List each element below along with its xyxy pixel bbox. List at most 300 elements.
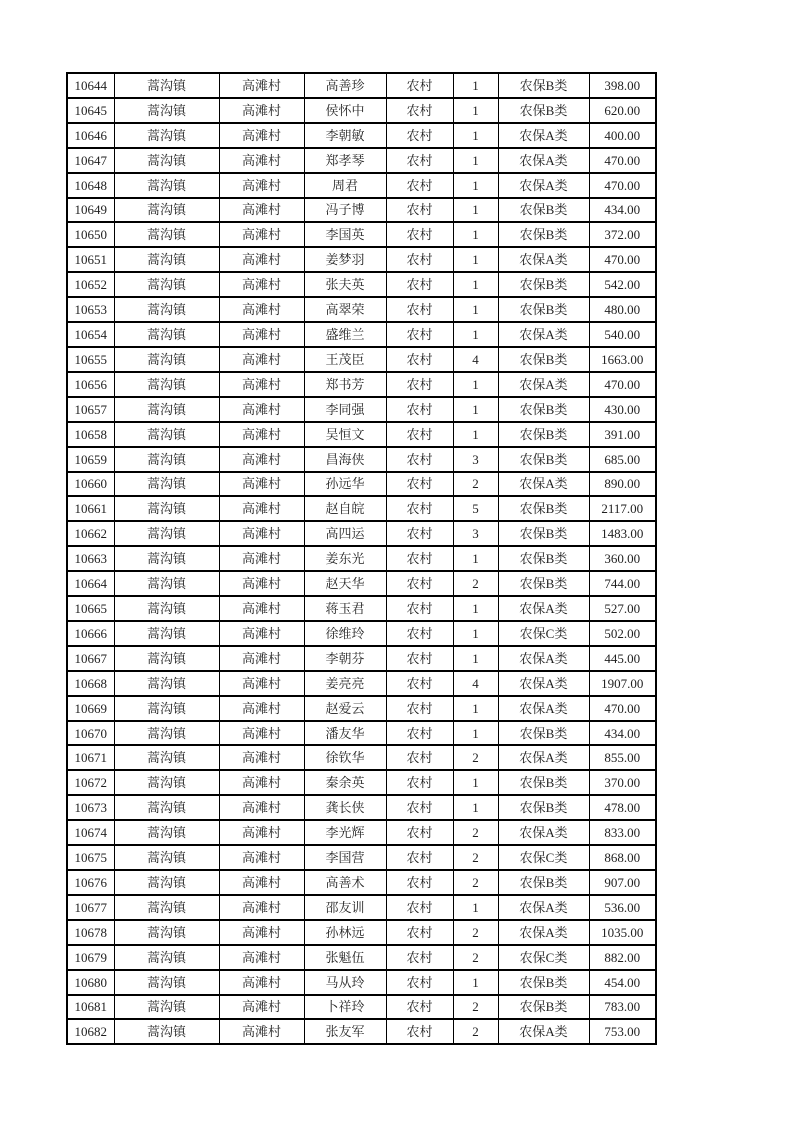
cell-serial-number: 10663	[67, 546, 114, 571]
cell-name: 张魁伍	[304, 945, 386, 970]
cell-town: 蒿沟镇	[114, 820, 219, 845]
cell-town: 蒿沟镇	[114, 347, 219, 372]
cell-serial-number: 10660	[67, 472, 114, 497]
cell-town: 蒿沟镇	[114, 745, 219, 770]
cell-village: 高滩村	[219, 272, 304, 297]
cell-town: 蒿沟镇	[114, 496, 219, 521]
cell-person-count: 2	[453, 995, 498, 1020]
cell-amount: 744.00	[589, 571, 656, 596]
cell-village: 高滩村	[219, 945, 304, 970]
table-row	[67, 920, 656, 945]
cell-person-count: 1	[453, 73, 498, 98]
cell-village: 高滩村	[219, 73, 304, 98]
cell-town: 蒿沟镇	[114, 845, 219, 870]
cell-person-count: 1	[453, 397, 498, 422]
cell-person-count: 2	[453, 870, 498, 895]
cell-residence-type: 农村	[386, 770, 453, 795]
cell-name: 李同强	[304, 397, 386, 422]
table-row	[67, 297, 656, 322]
cell-residence-type: 农村	[386, 73, 453, 98]
cell-village: 高滩村	[219, 372, 304, 397]
cell-town: 蒿沟镇	[114, 795, 219, 820]
cell-town: 蒿沟镇	[114, 372, 219, 397]
cell-village: 高滩村	[219, 920, 304, 945]
cell-name: 姜亮亮	[304, 671, 386, 696]
cell-amount: 360.00	[589, 546, 656, 571]
table-row	[67, 895, 656, 920]
cell-residence-type: 农村	[386, 546, 453, 571]
cell-serial-number: 10657	[67, 397, 114, 422]
cell-village: 高滩村	[219, 596, 304, 621]
cell-village: 高滩村	[219, 123, 304, 148]
cell-town: 蒿沟镇	[114, 173, 219, 198]
cell-insurance-category: 农保A类	[498, 646, 589, 671]
cell-insurance-category: 农保B类	[498, 795, 589, 820]
cell-residence-type: 农村	[386, 995, 453, 1020]
cell-serial-number: 10674	[67, 820, 114, 845]
cell-serial-number: 10673	[67, 795, 114, 820]
cell-insurance-category: 农保B类	[498, 347, 589, 372]
cell-name: 卜祥玲	[304, 995, 386, 1020]
cell-town: 蒿沟镇	[114, 721, 219, 746]
cell-serial-number: 10671	[67, 745, 114, 770]
cell-amount: 1483.00	[589, 521, 656, 546]
cell-amount: 542.00	[589, 272, 656, 297]
cell-town: 蒿沟镇	[114, 696, 219, 721]
cell-town: 蒿沟镇	[114, 397, 219, 422]
cell-amount: 478.00	[589, 795, 656, 820]
cell-village: 高滩村	[219, 820, 304, 845]
cell-person-count: 1	[453, 721, 498, 746]
cell-residence-type: 农村	[386, 945, 453, 970]
cell-amount: 783.00	[589, 995, 656, 1020]
cell-residence-type: 农村	[386, 621, 453, 646]
table-row	[67, 571, 656, 596]
cell-name: 徐钦华	[304, 745, 386, 770]
cell-amount: 685.00	[589, 447, 656, 472]
cell-amount: 434.00	[589, 198, 656, 223]
cell-person-count: 5	[453, 496, 498, 521]
table-row	[67, 970, 656, 995]
cell-insurance-category: 农保B类	[498, 98, 589, 123]
cell-residence-type: 农村	[386, 198, 453, 223]
cell-amount: 855.00	[589, 745, 656, 770]
cell-person-count: 1	[453, 198, 498, 223]
cell-insurance-category: 农保B类	[498, 995, 589, 1020]
cell-village: 高滩村	[219, 621, 304, 646]
cell-person-count: 1	[453, 322, 498, 347]
cell-serial-number: 10646	[67, 123, 114, 148]
cell-person-count: 2	[453, 920, 498, 945]
cell-name: 郑书芳	[304, 372, 386, 397]
cell-name: 李国英	[304, 222, 386, 247]
cell-serial-number: 10679	[67, 945, 114, 970]
cell-insurance-category: 农保B类	[498, 447, 589, 472]
cell-residence-type: 农村	[386, 496, 453, 521]
cell-residence-type: 农村	[386, 98, 453, 123]
cell-name: 李朝芬	[304, 646, 386, 671]
cell-insurance-category: 农保A类	[498, 696, 589, 721]
cell-town: 蒿沟镇	[114, 995, 219, 1020]
cell-village: 高滩村	[219, 222, 304, 247]
cell-person-count: 1	[453, 173, 498, 198]
cell-village: 高滩村	[219, 198, 304, 223]
cell-serial-number: 10668	[67, 671, 114, 696]
cell-person-count: 1	[453, 148, 498, 173]
cell-amount: 480.00	[589, 297, 656, 322]
cell-town: 蒿沟镇	[114, 895, 219, 920]
cell-town: 蒿沟镇	[114, 621, 219, 646]
table-row	[67, 646, 656, 671]
cell-village: 高滩村	[219, 521, 304, 546]
cell-village: 高滩村	[219, 472, 304, 497]
cell-insurance-category: 农保B类	[498, 770, 589, 795]
cell-person-count: 1	[453, 272, 498, 297]
cell-serial-number: 10677	[67, 895, 114, 920]
cell-village: 高滩村	[219, 247, 304, 272]
table-row	[67, 596, 656, 621]
cell-serial-number: 10667	[67, 646, 114, 671]
cell-residence-type: 农村	[386, 870, 453, 895]
cell-serial-number: 10658	[67, 422, 114, 447]
table-row	[67, 372, 656, 397]
cell-name: 张友军	[304, 1019, 386, 1044]
cell-serial-number: 10649	[67, 198, 114, 223]
cell-residence-type: 农村	[386, 920, 453, 945]
cell-town: 蒿沟镇	[114, 1019, 219, 1044]
cell-town: 蒿沟镇	[114, 546, 219, 571]
table-row	[67, 1019, 656, 1044]
cell-village: 高滩村	[219, 422, 304, 447]
table-row	[67, 347, 656, 372]
cell-residence-type: 农村	[386, 372, 453, 397]
cell-person-count: 1	[453, 222, 498, 247]
cell-village: 高滩村	[219, 770, 304, 795]
cell-amount: 454.00	[589, 970, 656, 995]
cell-amount: 434.00	[589, 721, 656, 746]
cell-person-count: 1	[453, 770, 498, 795]
cell-insurance-category: 农保B类	[498, 970, 589, 995]
cell-person-count: 3	[453, 521, 498, 546]
cell-village: 高滩村	[219, 745, 304, 770]
cell-town: 蒿沟镇	[114, 571, 219, 596]
cell-serial-number: 10676	[67, 870, 114, 895]
cell-insurance-category: 农保B类	[498, 521, 589, 546]
cell-person-count: 2	[453, 472, 498, 497]
cell-residence-type: 农村	[386, 671, 453, 696]
cell-insurance-category: 农保B类	[498, 222, 589, 247]
cell-serial-number: 10666	[67, 621, 114, 646]
cell-person-count: 2	[453, 845, 498, 870]
cell-residence-type: 农村	[386, 173, 453, 198]
cell-insurance-category: 农保A类	[498, 173, 589, 198]
cell-residence-type: 农村	[386, 347, 453, 372]
cell-town: 蒿沟镇	[114, 422, 219, 447]
cell-name: 徐维玲	[304, 621, 386, 646]
cell-insurance-category: 农保B类	[498, 297, 589, 322]
cell-village: 高滩村	[219, 297, 304, 322]
cell-name: 高翠荣	[304, 297, 386, 322]
cell-serial-number: 10670	[67, 721, 114, 746]
cell-residence-type: 农村	[386, 247, 453, 272]
cell-insurance-category: 农保A类	[498, 596, 589, 621]
cell-insurance-category: 农保A类	[498, 820, 589, 845]
cell-town: 蒿沟镇	[114, 272, 219, 297]
cell-serial-number: 10664	[67, 571, 114, 596]
cell-residence-type: 农村	[386, 596, 453, 621]
cell-serial-number: 10659	[67, 447, 114, 472]
cell-serial-number: 10665	[67, 596, 114, 621]
cell-person-count: 2	[453, 820, 498, 845]
table-row	[67, 198, 656, 223]
cell-amount: 470.00	[589, 372, 656, 397]
cell-amount: 400.00	[589, 123, 656, 148]
table-row	[67, 247, 656, 272]
cell-person-count: 4	[453, 347, 498, 372]
cell-town: 蒿沟镇	[114, 646, 219, 671]
cell-residence-type: 农村	[386, 845, 453, 870]
cell-person-count: 1	[453, 297, 498, 322]
cell-residence-type: 农村	[386, 472, 453, 497]
cell-amount: 620.00	[589, 98, 656, 123]
cell-residence-type: 农村	[386, 272, 453, 297]
cell-serial-number: 10678	[67, 920, 114, 945]
cell-amount: 2117.00	[589, 496, 656, 521]
cell-insurance-category: 农保A类	[498, 372, 589, 397]
cell-person-count: 1	[453, 98, 498, 123]
cell-insurance-category: 农保B类	[498, 721, 589, 746]
cell-person-count: 1	[453, 422, 498, 447]
cell-name: 赵自皖	[304, 496, 386, 521]
cell-residence-type: 农村	[386, 721, 453, 746]
cell-person-count: 2	[453, 1019, 498, 1044]
cell-amount: 540.00	[589, 322, 656, 347]
table-row	[67, 845, 656, 870]
table-row	[67, 745, 656, 770]
cell-village: 高滩村	[219, 173, 304, 198]
cell-village: 高滩村	[219, 546, 304, 571]
cell-name: 邵友训	[304, 895, 386, 920]
cell-name: 郑孝琴	[304, 148, 386, 173]
table-row	[67, 397, 656, 422]
table-row	[67, 322, 656, 347]
cell-name: 蒋玉君	[304, 596, 386, 621]
cell-insurance-category: 农保C类	[498, 621, 589, 646]
cell-village: 高滩村	[219, 347, 304, 372]
cell-serial-number: 10682	[67, 1019, 114, 1044]
cell-amount: 470.00	[589, 696, 656, 721]
cell-town: 蒿沟镇	[114, 322, 219, 347]
cell-amount: 445.00	[589, 646, 656, 671]
cell-name: 姜梦羽	[304, 247, 386, 272]
cell-town: 蒿沟镇	[114, 123, 219, 148]
cell-residence-type: 农村	[386, 322, 453, 347]
cell-person-count: 1	[453, 621, 498, 646]
cell-village: 高滩村	[219, 646, 304, 671]
cell-residence-type: 农村	[386, 148, 453, 173]
cell-name: 姜东光	[304, 546, 386, 571]
cell-insurance-category: 农保B类	[498, 870, 589, 895]
cell-serial-number: 10653	[67, 297, 114, 322]
cell-serial-number: 10654	[67, 322, 114, 347]
cell-amount: 890.00	[589, 472, 656, 497]
cell-person-count: 1	[453, 970, 498, 995]
cell-insurance-category: 农保C类	[498, 945, 589, 970]
cell-town: 蒿沟镇	[114, 447, 219, 472]
cell-amount: 398.00	[589, 73, 656, 98]
cell-person-count: 2	[453, 745, 498, 770]
cell-serial-number: 10672	[67, 770, 114, 795]
cell-insurance-category: 农保B类	[498, 496, 589, 521]
table-row	[67, 73, 656, 98]
cell-amount: 372.00	[589, 222, 656, 247]
cell-town: 蒿沟镇	[114, 297, 219, 322]
cell-town: 蒿沟镇	[114, 596, 219, 621]
cell-town: 蒿沟镇	[114, 671, 219, 696]
cell-serial-number: 10651	[67, 247, 114, 272]
cell-name: 张夫英	[304, 272, 386, 297]
cell-residence-type: 农村	[386, 745, 453, 770]
cell-village: 高滩村	[219, 322, 304, 347]
cell-name: 高善术	[304, 870, 386, 895]
cell-village: 高滩村	[219, 970, 304, 995]
cell-insurance-category: 农保A类	[498, 148, 589, 173]
cell-village: 高滩村	[219, 721, 304, 746]
cell-serial-number: 10669	[67, 696, 114, 721]
cell-village: 高滩村	[219, 671, 304, 696]
cell-amount: 868.00	[589, 845, 656, 870]
table-row	[67, 795, 656, 820]
cell-residence-type: 农村	[386, 571, 453, 596]
cell-insurance-category: 农保A类	[498, 895, 589, 920]
cell-insurance-category: 农保A类	[498, 247, 589, 272]
cell-person-count: 1	[453, 596, 498, 621]
cell-village: 高滩村	[219, 895, 304, 920]
cell-village: 高滩村	[219, 845, 304, 870]
cell-person-count: 1	[453, 372, 498, 397]
cell-name: 李光辉	[304, 820, 386, 845]
table-row	[67, 447, 656, 472]
cell-town: 蒿沟镇	[114, 870, 219, 895]
cell-name: 李朝敏	[304, 123, 386, 148]
table-row	[67, 870, 656, 895]
cell-amount: 907.00	[589, 870, 656, 895]
cell-insurance-category: 农保B类	[498, 546, 589, 571]
cell-village: 高滩村	[219, 995, 304, 1020]
cell-name: 龚长侠	[304, 795, 386, 820]
cell-town: 蒿沟镇	[114, 521, 219, 546]
cell-person-count: 1	[453, 696, 498, 721]
table-row	[67, 546, 656, 571]
cell-serial-number: 10656	[67, 372, 114, 397]
table-row	[67, 945, 656, 970]
cell-serial-number: 10645	[67, 98, 114, 123]
cell-name: 孙林远	[304, 920, 386, 945]
cell-person-count: 1	[453, 646, 498, 671]
cell-person-count: 1	[453, 123, 498, 148]
cell-insurance-category: 农保B类	[498, 397, 589, 422]
cell-residence-type: 农村	[386, 696, 453, 721]
cell-insurance-category: 农保C类	[498, 845, 589, 870]
cell-town: 蒿沟镇	[114, 222, 219, 247]
cell-amount: 882.00	[589, 945, 656, 970]
cell-insurance-category: 农保A类	[498, 1019, 589, 1044]
table-row	[67, 222, 656, 247]
cell-person-count: 3	[453, 447, 498, 472]
cell-serial-number: 10680	[67, 970, 114, 995]
table-row	[67, 148, 656, 173]
cell-village: 高滩村	[219, 496, 304, 521]
table-row	[67, 995, 656, 1020]
cell-name: 秦余英	[304, 770, 386, 795]
cell-residence-type: 农村	[386, 222, 453, 247]
cell-residence-type: 农村	[386, 447, 453, 472]
cell-town: 蒿沟镇	[114, 770, 219, 795]
cell-residence-type: 农村	[386, 422, 453, 447]
cell-serial-number: 10650	[67, 222, 114, 247]
cell-name: 周君	[304, 173, 386, 198]
cell-name: 潘友华	[304, 721, 386, 746]
cell-town: 蒿沟镇	[114, 472, 219, 497]
cell-residence-type: 农村	[386, 795, 453, 820]
cell-name: 马从玲	[304, 970, 386, 995]
table-row	[67, 621, 656, 646]
cell-residence-type: 农村	[386, 820, 453, 845]
cell-name: 孙远华	[304, 472, 386, 497]
cell-amount: 1663.00	[589, 347, 656, 372]
table-row	[67, 422, 656, 447]
cell-village: 高滩村	[219, 696, 304, 721]
table-row	[67, 472, 656, 497]
cell-village: 高滩村	[219, 397, 304, 422]
cell-amount: 470.00	[589, 247, 656, 272]
cell-residence-type: 农村	[386, 646, 453, 671]
cell-serial-number: 10644	[67, 73, 114, 98]
cell-village: 高滩村	[219, 148, 304, 173]
cell-village: 高滩村	[219, 571, 304, 596]
cell-insurance-category: 农保B类	[498, 272, 589, 297]
table-row	[67, 98, 656, 123]
cell-amount: 833.00	[589, 820, 656, 845]
cell-residence-type: 农村	[386, 970, 453, 995]
cell-serial-number: 10675	[67, 845, 114, 870]
cell-name: 赵天华	[304, 571, 386, 596]
table-row	[67, 770, 656, 795]
cell-insurance-category: 农保A类	[498, 472, 589, 497]
cell-person-count: 1	[453, 895, 498, 920]
cell-town: 蒿沟镇	[114, 920, 219, 945]
cell-name: 赵爱云	[304, 696, 386, 721]
cell-name: 吴恒文	[304, 422, 386, 447]
cell-town: 蒿沟镇	[114, 98, 219, 123]
table-row	[67, 521, 656, 546]
cell-name: 冯子博	[304, 198, 386, 223]
roster-table-body	[67, 73, 656, 1044]
cell-town: 蒿沟镇	[114, 945, 219, 970]
insurance-roster-table	[66, 72, 657, 1045]
cell-town: 蒿沟镇	[114, 198, 219, 223]
cell-amount: 370.00	[589, 770, 656, 795]
cell-village: 高滩村	[219, 870, 304, 895]
table-row	[67, 123, 656, 148]
cell-name: 王茂臣	[304, 347, 386, 372]
cell-village: 高滩村	[219, 795, 304, 820]
cell-residence-type: 农村	[386, 123, 453, 148]
table-row	[67, 173, 656, 198]
cell-amount: 536.00	[589, 895, 656, 920]
cell-residence-type: 农村	[386, 397, 453, 422]
cell-amount: 430.00	[589, 397, 656, 422]
